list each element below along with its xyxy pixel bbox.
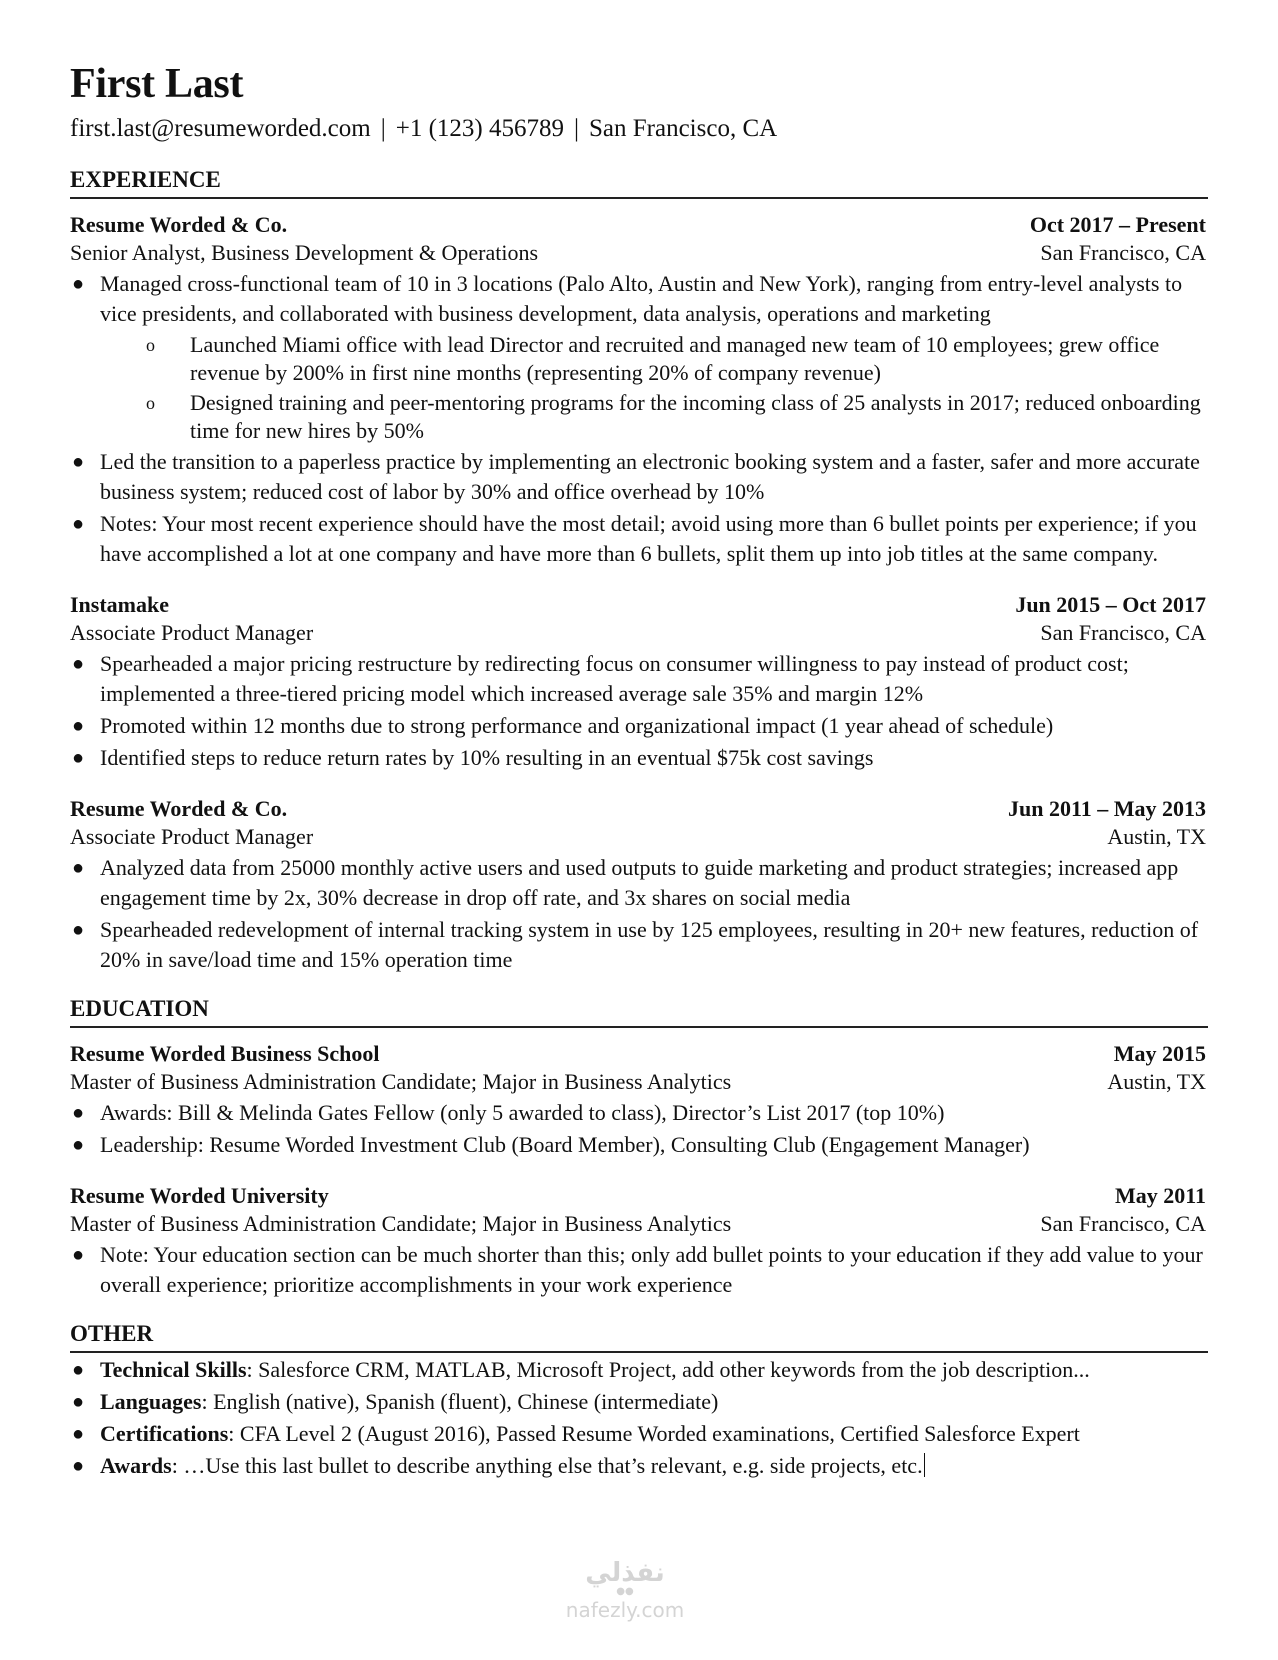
separator: | [380, 115, 386, 142]
item-text: : English (native), Spanish (fluent), Chinese (intermediate) [201, 1389, 719, 1414]
header-location: San Francisco, CA [589, 115, 778, 142]
bullet-text: Identified steps to reduce return rates by 10% resulting in an eventual $75k cost savings [100, 745, 874, 770]
contact-line [70, 112, 1206, 146]
bullet-icon: ● [72, 1134, 85, 1156]
candidate-name: First Last [70, 61, 244, 107]
bullet-item [70, 711, 1206, 741]
bullet-item [70, 269, 1206, 445]
item-label: Certifications [100, 1421, 229, 1446]
separator: | [574, 115, 580, 142]
bullet-text: Notes: Your most recent experience should have the most detail; avoid using more than 6 bullet points per experience; if you have accomplished a lot at one company and have more than 6 bullets, split them up into job titles at the same company. [100, 511, 1197, 566]
bullet-icon: ● [72, 747, 85, 769]
bullet-text: Analyzed data from 25000 monthly active users and used outputs to guide marketing and product strategies; increased app engagement time by 2x, 30% decrease in drop off rate, and 3x shares on social media [100, 855, 1179, 910]
bullet-text: Leadership: Resume Worded Investment Club (Board Member), Consulting Club (Engagement Manager) [100, 1132, 1030, 1157]
item-label: Awards [100, 1453, 172, 1478]
sub-bullet-text: Designed training and peer-mentoring programs for the incoming class of 25 analysts in 2017; reduced onboarding time for new hires by 50% [190, 390, 1201, 443]
job-title: Associate Product Manager [70, 620, 314, 645]
bullet-text: Spearheaded a major pricing restructure by redirecting focus on consumer willingness to pay instead of product cost; implemented a three-tiered pricing model which increased average sale 35% and margin 12% [100, 651, 1129, 706]
sub-bullet-item [70, 389, 1206, 445]
school-location: Austin, TX [1107, 1069, 1206, 1094]
company-name: Resume Worded & Co. [70, 796, 288, 821]
bullet-text: Managed cross-functional team of 10 in 3 locations (Palo Alto, Austin and New York), ranging from entry-level analysts to vice presidents, and collaborated with business development, data analysis, operations and marketing [100, 271, 1183, 326]
section-title-education: EDUCATION [70, 995, 1208, 1028]
section-title-other: OTHER [70, 1320, 1208, 1353]
school-location: San Francisco, CA [1040, 1211, 1206, 1236]
sub-bullet-item [70, 331, 1206, 387]
bullet-item [70, 509, 1206, 569]
school-name: Resume Worded Business School [70, 1041, 380, 1066]
bullet-item [70, 1098, 1206, 1128]
degree: Master of Business Administration Candidate; Major in Business Analytics [70, 1069, 732, 1094]
bullet-item [70, 649, 1206, 709]
bullet-icon: ● [72, 653, 85, 675]
bullet-item [70, 853, 1206, 913]
company-name: Resume Worded & Co. [70, 212, 288, 237]
item-label: Languages [100, 1389, 202, 1414]
other-item-technical-skills [70, 1355, 1206, 1385]
bullet-icon: ● [72, 1391, 85, 1413]
employment-dates: Jun 2015 – Oct 2017 [1015, 592, 1206, 617]
resume-page [70, 60, 1206, 1481]
bullet-icon: ● [72, 513, 85, 535]
section-title-experience: EXPERIENCE [70, 166, 1208, 199]
bullet-text: Note: Your education section can be much shorter than this; only add bullet points to your education if they add value to your overall experience; prioritize accomplishments in your work experience [100, 1242, 1203, 1297]
experience-entry [70, 591, 1206, 773]
bullet-text: Spearheaded redevelopment of internal tracking system in use by 125 employees, resulting in 20+ new features, reduction of 20% in save/load time and 15% operation time [100, 917, 1199, 972]
bullet-text: Awards: Bill & Melinda Gates Fellow (only 5 awarded to class), Director’s List 2017 (top 10%) [100, 1100, 945, 1125]
bullet-icon: ● [72, 1455, 85, 1477]
other-section [70, 1320, 1206, 1481]
item-text: : …Use this last bullet to describe anything else that’s relevant, e.g. side projects, etc. [171, 1453, 923, 1478]
phone: +1 (123) 456789 [395, 115, 564, 142]
education-entry [70, 1182, 1206, 1300]
bullet-icon: ● [72, 1359, 85, 1381]
experience-section [70, 166, 1206, 975]
bullet-icon: ● [72, 1423, 85, 1445]
bullet-item [70, 1130, 1206, 1160]
hollow-circle-bullet-icon: o [146, 393, 155, 413]
watermark-dots-icon: ●● [616, 1586, 634, 1597]
company-name: Instamake [70, 592, 170, 617]
experience-entry [70, 795, 1206, 975]
bullet-icon: ● [72, 857, 85, 879]
other-item-languages [70, 1387, 1206, 1417]
bullet-icon: ● [72, 1102, 85, 1124]
job-location: Austin, TX [1107, 824, 1206, 849]
employment-dates: Jun 2011 – May 2013 [1007, 796, 1206, 821]
bullet-icon: ● [72, 715, 85, 737]
bullet-icon: ● [72, 273, 85, 295]
watermark-logo: نفذلي [585, 1558, 665, 1588]
bullet-text: Led the transition to a paperless practice by implementing an electronic booking system and a faster, safer and more accurate business system; reduced cost of labor by 30% and office overhead by 10% [100, 449, 1200, 504]
degree: Master of Business Administration Candidate; Major in Business Analytics [70, 1211, 732, 1236]
bullet-item [70, 1240, 1206, 1300]
employment-dates: Oct 2017 – Present [1029, 212, 1206, 237]
item-text: : Salesforce CRM, MATLAB, Microsoft Project, add other keywords from the job description... [246, 1357, 1090, 1382]
resume-header [70, 60, 1206, 146]
watermark [560, 1560, 690, 1622]
graduation-date: May 2011 [1114, 1183, 1206, 1208]
job-title: Senior Analyst, Business Development & Operations [70, 240, 539, 265]
bullet-icon: ● [72, 451, 85, 473]
other-item-awards [70, 1451, 1206, 1481]
job-location: San Francisco, CA [1040, 620, 1206, 645]
watermark-site: nafezly.com [565, 1598, 685, 1622]
bullet-text: Promoted within 12 months due to strong performance and organizational impact (1 year ahead of schedule) [100, 713, 1054, 738]
hollow-circle-bullet-icon: o [146, 335, 155, 355]
bullet-item [70, 743, 1206, 773]
bullet-item [70, 447, 1206, 507]
experience-entry [70, 211, 1206, 569]
education-entry [70, 1040, 1206, 1160]
email: first.last@resumeworded.com [70, 115, 371, 142]
item-text: : CFA Level 2 (August 2016), Passed Resume Worded examinations, Certified Salesforce Expert [228, 1421, 1080, 1446]
bullet-icon: ● [72, 1244, 85, 1266]
text-cursor [924, 1453, 925, 1477]
bullet-item [70, 915, 1206, 975]
graduation-date: May 2015 [1113, 1041, 1206, 1066]
item-label: Technical Skills [100, 1357, 247, 1382]
job-title: Associate Product Manager [70, 824, 314, 849]
job-location: San Francisco, CA [1040, 240, 1206, 265]
sub-bullet-text: Launched Miami office with lead Director and recruited and managed new team of 10 employees; grew office revenue by 200% in first nine months (representing 20% of company revenue) [190, 332, 1160, 385]
school-name: Resume Worded University [70, 1183, 329, 1208]
bullet-icon: ● [72, 919, 85, 941]
other-item-certifications [70, 1419, 1206, 1449]
education-section [70, 995, 1206, 1300]
